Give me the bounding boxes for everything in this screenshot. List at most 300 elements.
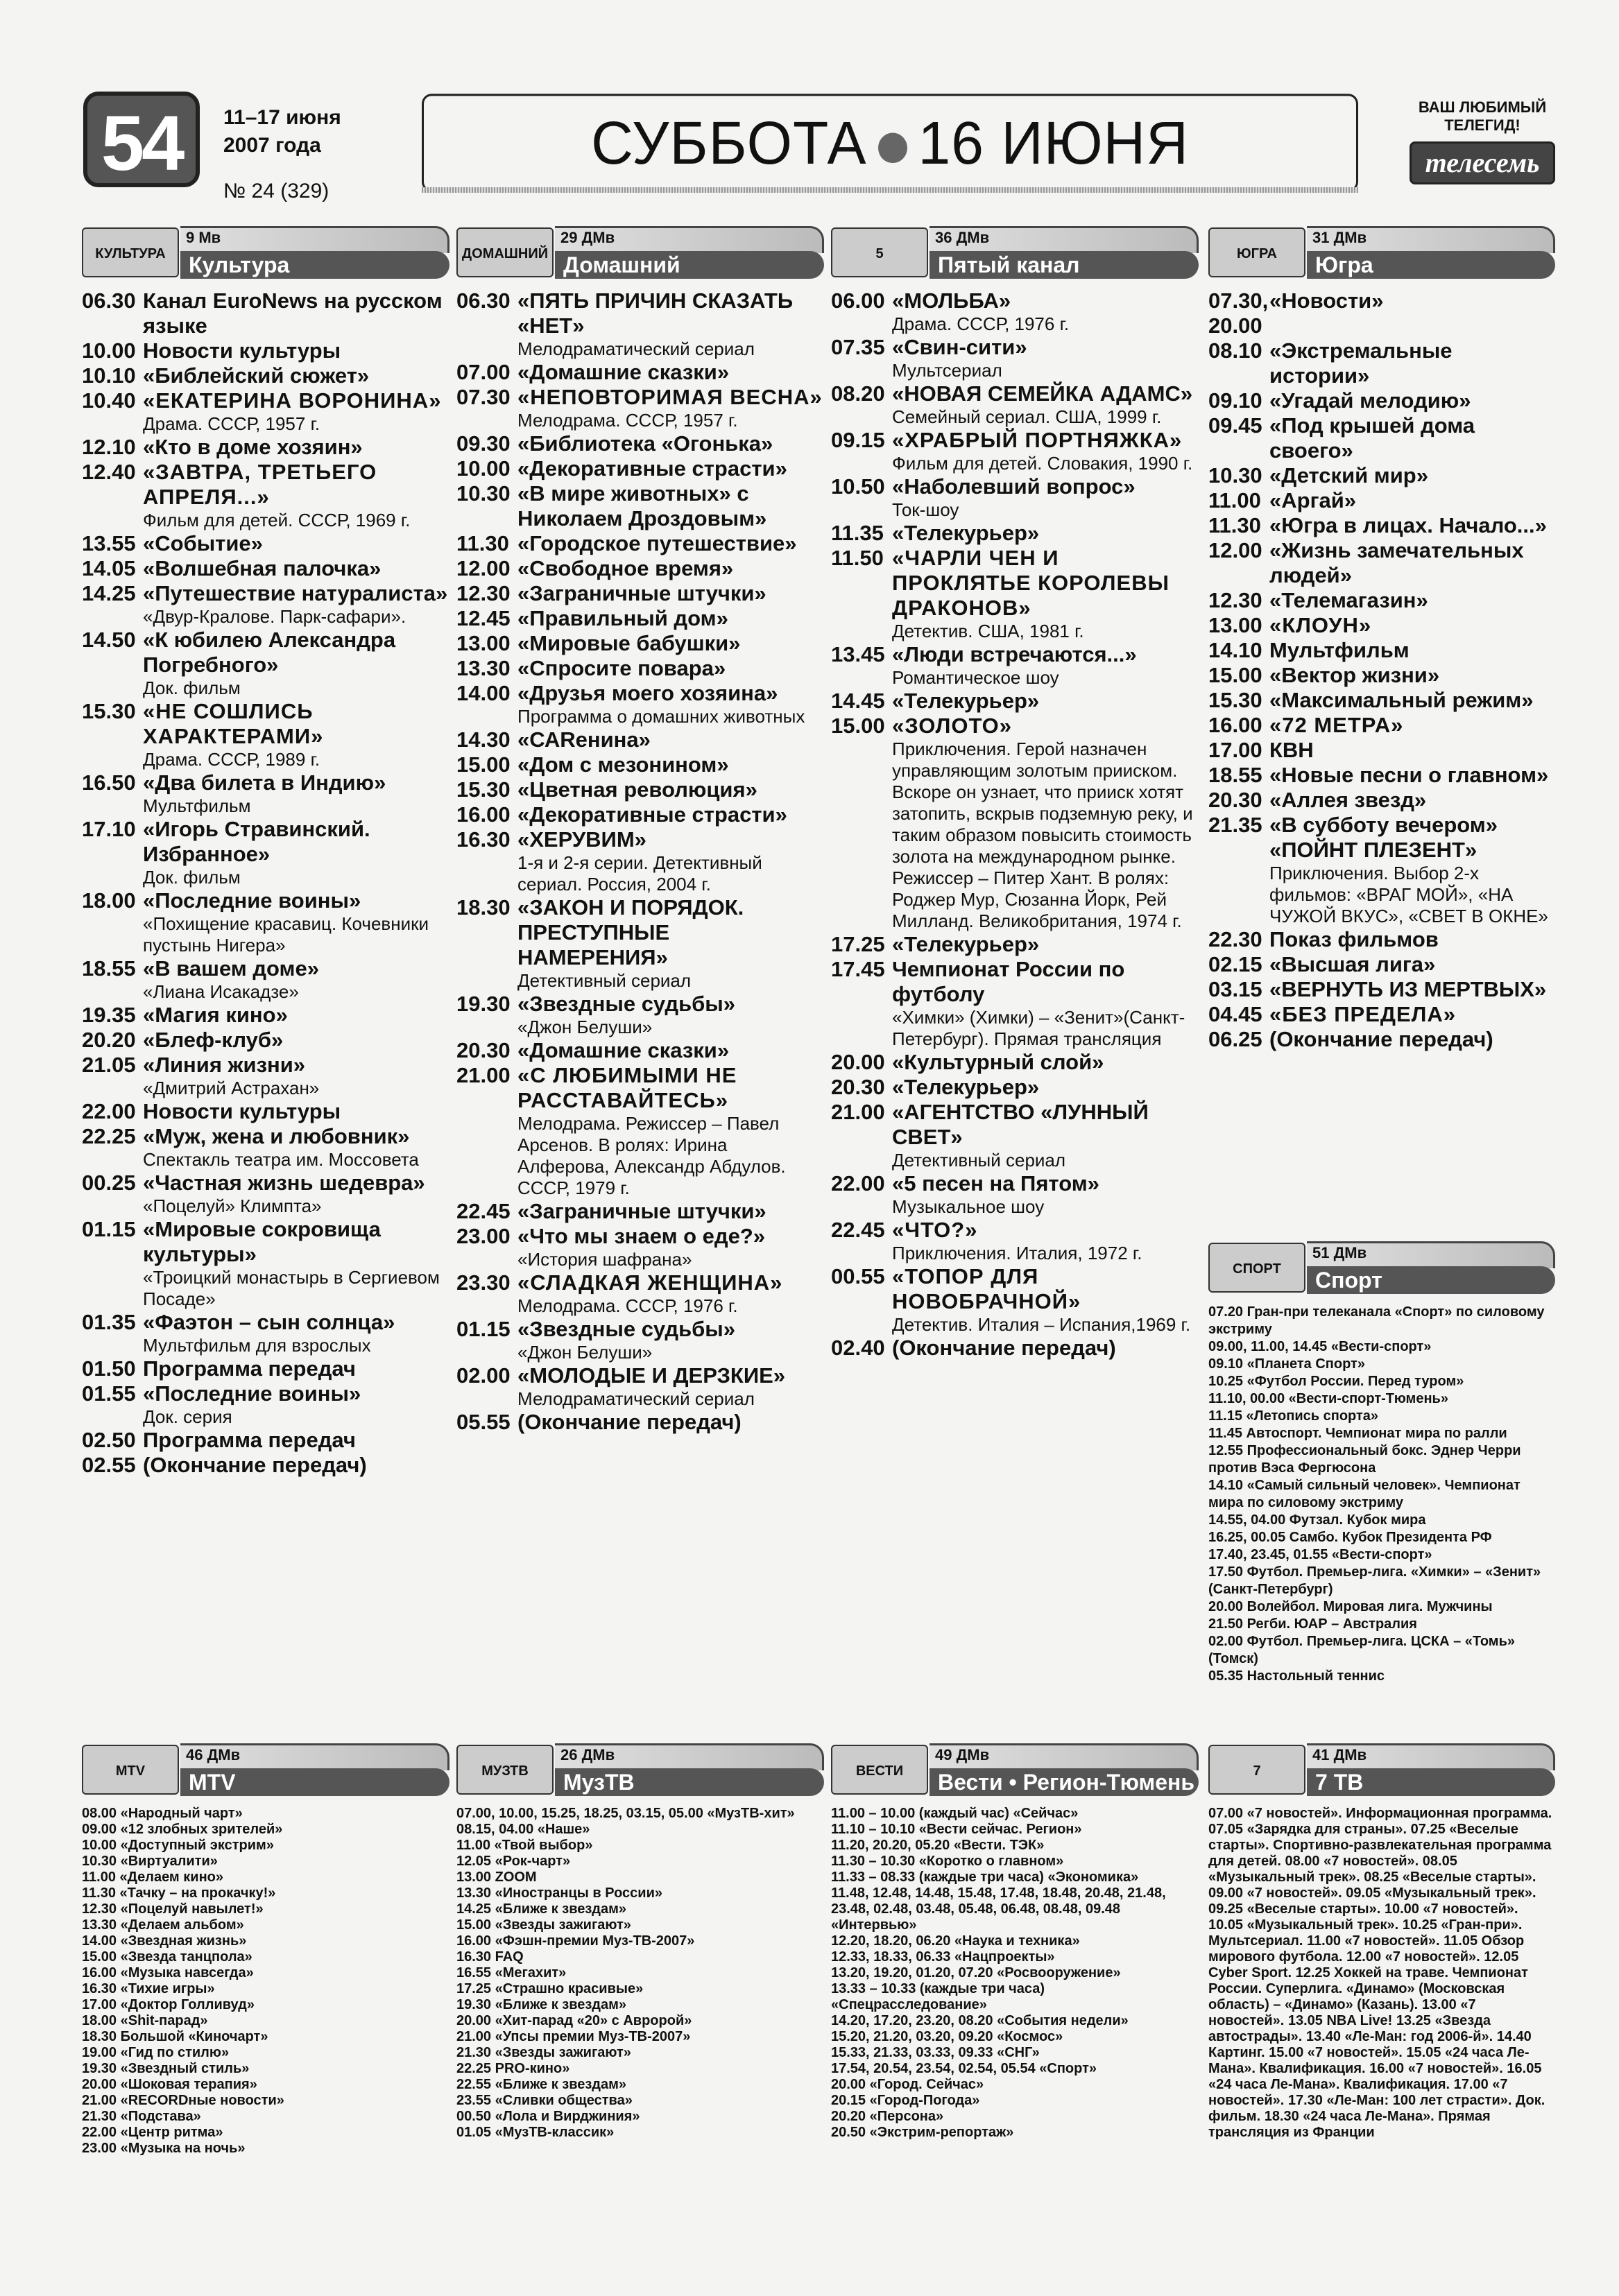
program-title: «АГЕНТСТВО «ЛУННЫЙ СВЕТ»	[892, 1100, 1149, 1149]
program-title: Мультфильм	[1269, 638, 1410, 662]
program-time: 15.00	[456, 752, 511, 777]
program-note: Детективный сериал	[517, 970, 692, 991]
channel-header	[82, 1741, 449, 1799]
program-title: «Игорь Стравинский. Избранное»	[143, 817, 370, 866]
program-item	[82, 556, 449, 581]
sport-line: 09.00, 11.00, 14.45 «Вести-спорт»	[1208, 1339, 1432, 1354]
program-title: «Дом с мезонином»	[517, 752, 729, 777]
program-title: «НЕ СОШЛИСЬ ХАРАКТЕРАМИ»	[143, 699, 324, 748]
bottom-line: 19.00 «Гид по стилю»	[82, 2045, 230, 2060]
sport-line: 21.50 Регби. ЮАР – Австралия	[1208, 1616, 1417, 1632]
channel-name: Пятый канал	[930, 251, 1199, 279]
program-note: Мультфильм	[143, 795, 251, 816]
program-title: «МОЛОДЫЕ И ДЕРЗКИЕ»	[517, 1363, 786, 1388]
program-time: 01.35	[82, 1310, 136, 1334]
program-title: «ХРАБРЫЙ ПОРТНЯЖКА»	[892, 428, 1183, 452]
channel-logo: ВЕСТИ	[831, 1745, 928, 1795]
program-time: 23.00	[456, 1224, 511, 1248]
bottom-line: 11.20, 20.20, 05.20 «Вести. ТЭК»	[831, 1838, 1045, 1853]
program-time: 21.05	[82, 1053, 136, 1077]
program-title: «Телекурьер»	[892, 1075, 1040, 1099]
channel-name: Культура	[180, 251, 449, 279]
program-item	[82, 1028, 449, 1053]
program-note: Мелодрама. СССР, 1957 г.	[517, 410, 738, 431]
program-title: «К юбилею Александра Погребного»	[143, 628, 396, 677]
program-item	[456, 581, 824, 606]
sport-line: 17.50 Футбол. Премьер-лига. «Химки» – «Зенит» (Санкт-Петербург)	[1208, 1564, 1541, 1597]
bottom-line: 11.00 «Твой выбор»	[456, 1838, 593, 1853]
program-title: «Кто в доме хозяин»	[143, 435, 363, 459]
program-item	[831, 1264, 1199, 1314]
program-time: 15.30	[456, 777, 511, 802]
program-time: 11.00	[1208, 488, 1261, 512]
program-item	[82, 817, 449, 867]
bottom-line: 15.00 «Звезда танцпола»	[82, 1949, 252, 1965]
program-title: «Мировые сокровища культуры»	[143, 1217, 381, 1266]
channel-header	[456, 1741, 824, 1799]
program-item	[831, 428, 1199, 453]
program-item	[82, 628, 449, 677]
program-title: «Спросите повара»	[517, 656, 726, 680]
program-title: «Экстремальные истории»	[1269, 338, 1453, 388]
program-item	[456, 827, 824, 852]
program-item	[1208, 488, 1555, 513]
program-item	[456, 681, 824, 706]
channel-logo: ДОМАШНИЙ	[456, 227, 554, 277]
weekday: СУББОТА	[591, 109, 867, 177]
program-note: Детективный сериал	[892, 1150, 1066, 1171]
bottom-line: 12.20, 18.20, 06.20 «Наука и техника»	[831, 1933, 1080, 1949]
program-note: Док. фильм	[143, 867, 241, 888]
bottom-line: 10.30 «Виртуалити»	[82, 1854, 218, 1869]
program-time: 11.50	[831, 546, 884, 570]
program-item	[1208, 763, 1555, 788]
bottom-line: 20.00 «Хит-парад «20» с Авророй»	[456, 2013, 692, 2028]
program-note: «Джон Белуши»	[517, 1017, 653, 1037]
program-title: «Путешествие натуралиста»	[143, 581, 448, 605]
program-time: 01.55	[82, 1381, 136, 1406]
program-time: 22.25	[82, 1124, 136, 1148]
bottom-line: 14.20, 17.20, 23.20, 08.20 «События недели»	[831, 2013, 1129, 2028]
program-list	[1208, 288, 1555, 1052]
program-title: «Декоративные страсти»	[517, 456, 787, 481]
program-item	[456, 895, 824, 970]
sport-list	[1208, 1304, 1555, 1685]
program-time: 17.00	[1208, 738, 1262, 762]
program-item	[1208, 1027, 1555, 1052]
program-title: «Библейский сюжет»	[143, 363, 370, 388]
program-time: 12.30	[456, 581, 511, 605]
program-time: 09.10	[1208, 388, 1262, 413]
program-time: 07.00	[456, 360, 511, 384]
program-time: 15.30	[82, 699, 136, 723]
bottom-line: 15.00 «Звезды зажигают»	[456, 1917, 631, 1933]
program-title: «ХЕРУВИМ»	[517, 827, 646, 852]
program-item	[456, 606, 824, 631]
program-time: 00.25	[82, 1171, 136, 1195]
program-title: «Телекурьер»	[892, 521, 1040, 545]
page-number: 54	[83, 92, 200, 187]
program-item	[831, 1100, 1199, 1150]
program-item	[831, 1171, 1199, 1196]
bottom-line: 21.00 «RECORDные новости»	[82, 2093, 284, 2108]
bottom-line: 17.25 «Страшно красивые»	[456, 1981, 644, 1996]
program-note: Семейный сериал. США, 1999 г.	[892, 406, 1162, 427]
channel-header	[82, 223, 449, 282]
program-title: «Последние воины»	[143, 1381, 361, 1406]
issue-info	[223, 104, 341, 205]
bottom-list	[1208, 1806, 1555, 2141]
program-time: 01.15	[456, 1317, 511, 1341]
sport-line: 11.15 «Летопись спорта»	[1208, 1408, 1379, 1424]
program-title: «Высшая лига»	[1269, 952, 1436, 976]
program-title: «ЗОЛОТО»	[892, 714, 1012, 738]
program-time: 18.55	[1208, 763, 1262, 787]
program-list	[456, 288, 824, 1435]
program-note: «Двур-Кралове. Парк-сафари».	[143, 606, 406, 627]
program-note: «Дмитрий Астрахан»	[143, 1078, 320, 1098]
program-title: «Последние воины»	[143, 888, 361, 913]
bottom-line: 20.50 «Экстрим-репортаж»	[831, 2125, 1014, 2140]
program-note: Приключения. Герой назначен управляющим золотым прииском. Вскоре он узнает, что прииск хотят затопить, вскрыв подземную реку, и таким образом повысить стоимость золота на международном рынке. Режиссер – Питер Хант. В ролях: Роджер Мур, Сюзанна Йорк, Рей Милланд. Великобритания, 1974 г.	[892, 739, 1193, 931]
program-time: 00.55	[831, 1264, 885, 1288]
bottom-channel	[831, 1741, 1199, 2141]
program-item	[1208, 713, 1555, 738]
program-note: Мелодрама. Режиссер – Павел Арсенов. В ролях: Ирина Алферова, Александр Абдулов. СССР, 1979 г.	[517, 1113, 786, 1198]
program-item	[82, 363, 449, 388]
channel-name: 7 ТВ	[1307, 1768, 1555, 1796]
program-title: «Что мы знаем о еде?»	[517, 1224, 765, 1248]
channel-frequency: 41 ДМв	[1312, 1746, 1367, 1763]
program-item	[1208, 688, 1555, 713]
program-title: «ЕКАТЕРИНА ВОРОНИНА»	[143, 388, 442, 413]
program-time: 08.20	[831, 381, 885, 406]
program-item	[831, 381, 1199, 406]
program-title: «Югра в лицах. Начало...»	[1269, 513, 1547, 537]
program-title: «Домашние сказки»	[517, 1038, 730, 1062]
channel-frequency: 49 ДМв	[935, 1746, 990, 1763]
program-title: «Магия кино»	[143, 1003, 288, 1027]
bottom-line: 11.33 – 08.33 (каждые три часа) «Экономика»	[831, 1870, 1139, 1885]
program-title: «Цветная революция»	[517, 777, 757, 802]
program-item	[1208, 1002, 1555, 1027]
program-title: «Муж, жена и любовник»	[143, 1124, 410, 1148]
bottom-channel	[82, 1741, 449, 2157]
program-note: Фильм для детей. Словакия, 1990 г.	[892, 453, 1193, 474]
channel-name: Вести • Регион-Тюмень	[930, 1768, 1199, 1796]
program-item	[831, 714, 1199, 739]
channel-column	[831, 223, 1199, 1361]
program-title: «В субботу вечером» «ПОЙНТ ПЛЕЗЕНТ»	[1269, 813, 1498, 862]
program-title: «Свин-сити»	[892, 335, 1027, 359]
program-item	[456, 481, 824, 531]
program-item	[1208, 738, 1555, 763]
program-item	[456, 1063, 824, 1113]
program-time: 03.15	[1208, 977, 1262, 1001]
program-time: 12.10	[82, 435, 136, 459]
program-title: «Событие»	[143, 531, 263, 555]
program-item	[82, 1124, 449, 1149]
program-title: Новости культуры	[143, 1099, 341, 1123]
program-title: «Новые песни о главном»	[1269, 763, 1549, 787]
bottom-line: 18.00 «Shit-парад»	[82, 2013, 208, 2028]
program-time: 23.30	[456, 1270, 511, 1295]
program-time: 22.00	[82, 1099, 136, 1123]
program-note: Детектив. США, 1981 г.	[892, 621, 1084, 641]
program-item	[82, 1171, 449, 1196]
bottom-line: 16.00 «Фэшн-премии Муз-ТВ-2007»	[456, 1933, 695, 1949]
bottom-line: 22.25 PRO-кино»	[456, 2061, 570, 2076]
bottom-line: 13.30 «Делаем альбом»	[82, 1917, 244, 1933]
bottom-line: 11.48, 12.48, 14.48, 15.48, 17.48, 18.48, 20.48, 21.48, 23.48, 02.48, 03.48, 05.48, 06.48, 08.48, 09.48 «Интервью»	[831, 1885, 1166, 1933]
bottom-line: 21.30 «Подстава»	[82, 2109, 201, 2124]
program-item	[456, 802, 824, 827]
program-time: 10.40	[82, 388, 136, 413]
program-title: «ВЕРНУТЬ ИЗ МЕРТВЫХ»	[1269, 977, 1547, 1001]
program-time: 04.45	[1208, 1002, 1262, 1026]
program-title: КВН	[1269, 738, 1314, 762]
program-item	[1208, 513, 1555, 538]
program-note: Мелодрама. СССР, 1976 г.	[517, 1295, 738, 1316]
program-time: 12.30	[1208, 588, 1262, 612]
program-time: 20.20	[82, 1028, 136, 1052]
day-title	[422, 94, 1358, 191]
channel-frequency: 26 ДМв	[560, 1746, 615, 1763]
program-item	[1208, 788, 1555, 813]
program-time: 13.55	[82, 531, 136, 555]
program-time: 12.45	[456, 606, 511, 630]
program-item	[456, 431, 824, 456]
program-title: «Фаэтон – сын солнца»	[143, 1310, 395, 1334]
program-time: 10.30	[1208, 463, 1262, 487]
program-item	[82, 1310, 449, 1335]
channel-logo: КУЛЬТУРА	[82, 227, 179, 277]
bottom-channel	[456, 1741, 824, 2141]
channel-frequency: 9 Мв	[186, 229, 221, 246]
program-title: «ЧАРЛИ ЧЕН И ПРОКЛЯТЬЕ КОРОЛЕВЫ ДРАКОНОВ»	[892, 546, 1170, 620]
program-title: «ЗАВТРА, ТРЕТЬЕГО АПРЕЛЯ...»	[143, 460, 377, 509]
bottom-line: 11.00 «Делаем кино»	[82, 1870, 224, 1885]
bottom-line: 19.30 «Ближе к звездам»	[456, 1997, 627, 2012]
program-time: 17.10	[82, 817, 136, 841]
program-item	[831, 1336, 1199, 1361]
program-item	[82, 460, 449, 510]
program-item	[831, 474, 1199, 499]
program-time: 14.00	[456, 681, 511, 705]
issue-number: № 24 (329)	[223, 180, 329, 202]
program-time: 20.30	[1208, 788, 1262, 812]
program-time: 14.50	[82, 628, 136, 652]
bottom-line: 23.00 «Музыка на ночь»	[82, 2141, 246, 2156]
program-title: «Новости»	[1269, 288, 1384, 313]
bottom-line: 11.00 – 10.00 (каждый час) «Сейчас»	[831, 1806, 1079, 1821]
bottom-line: 09.00 «12 злобных зрителей»	[82, 1822, 283, 1837]
program-time: 13.45	[831, 642, 885, 666]
bottom-line: 20.15 «Город-Погода»	[831, 2093, 980, 2108]
channel-logo: СПОРТ	[1208, 1243, 1305, 1293]
bottom-list	[82, 1806, 449, 2157]
sport-line: 02.00 Футбол. Премьер-лига. ЦСКА – «Томь» (Томск)	[1208, 1634, 1516, 1666]
bottom-line: 13.33 – 10.33 (каждые три часа) «Спецрасследование»	[831, 1981, 1045, 2012]
channel-name: MTV	[180, 1768, 449, 1796]
program-time: 20.30	[456, 1038, 511, 1062]
program-time: 20.00	[831, 1050, 885, 1074]
program-title: Показ фильмов	[1269, 927, 1439, 951]
program-time: 13.30	[456, 656, 511, 680]
sport-line: 14.10 «Самый сильный человек». Чемпионат мира по силовому экстриму	[1208, 1478, 1521, 1510]
channel-frequency: 29 ДМв	[560, 229, 615, 246]
program-time: 17.45	[831, 957, 885, 981]
program-title: «Телекурьер»	[892, 932, 1040, 956]
program-item	[1208, 338, 1555, 388]
program-item	[82, 770, 449, 795]
program-title: «Правильный дом»	[517, 606, 728, 630]
program-time: 10.00	[456, 456, 511, 481]
program-item	[831, 1075, 1199, 1100]
program-item	[82, 338, 449, 363]
program-item	[831, 288, 1199, 313]
program-time: 10.10	[82, 363, 136, 388]
program-time: 14.10	[1208, 638, 1262, 662]
bottom-list	[831, 1806, 1199, 2141]
program-title: «Люди встречаются...»	[892, 642, 1137, 666]
program-title: Новости культуры	[143, 338, 341, 363]
program-title: «ПЯТЬ ПРИЧИН СКАЗАТЬ «НЕТ»	[517, 288, 794, 338]
program-title: «Вектор жизни»	[1269, 663, 1440, 687]
program-title: «Под крышей дома своего»	[1269, 413, 1475, 463]
program-time: 18.00	[82, 888, 136, 913]
program-time: 22.30	[1208, 927, 1262, 951]
channel-frequency: 36 ДМв	[935, 229, 990, 246]
program-time: 02.00	[456, 1363, 511, 1388]
program-item	[456, 1224, 824, 1249]
program-item	[456, 1270, 824, 1295]
program-item	[456, 531, 824, 556]
bottom-list	[456, 1806, 824, 2141]
program-title: «В мире животных» с Николаем Дроздовым»	[517, 481, 767, 530]
bottom-line: 00.50 «Лола и Вирджиния»	[456, 2109, 640, 2124]
program-title: «Волшебная палочка»	[143, 556, 382, 580]
bottom-line: 21.30 «Звезды зажигают»	[456, 2045, 631, 2060]
program-item	[456, 556, 824, 581]
program-item	[82, 581, 449, 606]
program-title: «Городское путешествие»	[517, 531, 797, 555]
channel-column	[1208, 223, 1555, 1052]
program-item	[456, 752, 824, 777]
program-item	[82, 1381, 449, 1406]
program-title: (Окончание передач)	[143, 1453, 367, 1477]
program-title: «Аллея звезд»	[1269, 788, 1427, 812]
program-time: 14.05	[82, 556, 136, 580]
program-item	[831, 335, 1199, 360]
program-note: Фильм для детей. СССР, 1969 г.	[143, 510, 411, 530]
program-title: «Максимальный режим»	[1269, 688, 1534, 712]
program-note: Программа о домашних животных	[517, 706, 805, 727]
program-time: 02.15	[1208, 952, 1262, 976]
bottom-line: 17.00 «Доктор Голливуд»	[82, 1997, 255, 2012]
program-title: «Наболевший вопрос»	[892, 474, 1136, 499]
program-title: «Друзья моего хозяина»	[517, 681, 778, 705]
program-title: «С ЛЮБИМЫМИ НЕ РАССТАВАЙТЕСЬ»	[517, 1063, 737, 1112]
channel-header	[1208, 223, 1555, 282]
program-item	[82, 388, 449, 413]
bottom-line: 14.25 «Ближе к звездам»	[456, 1901, 627, 1917]
program-item	[82, 699, 449, 749]
program-item	[82, 531, 449, 556]
program-time: 15.00	[831, 714, 885, 738]
channel-name: Югра	[1307, 251, 1555, 279]
bottom-line: 18.30 Большой «Киночарт»	[82, 2029, 268, 2044]
program-time: 13.00	[456, 631, 511, 655]
program-title: «Два билета в Индию»	[143, 770, 386, 795]
program-title: «Телемагазин»	[1269, 588, 1428, 612]
program-note: Ток-шоу	[892, 499, 959, 520]
program-title: «КЛОУН»	[1269, 613, 1372, 637]
program-item	[1208, 813, 1555, 863]
program-item	[831, 957, 1199, 1007]
program-item	[82, 1053, 449, 1078]
bottom-line: 13.00 ZOOM	[456, 1870, 537, 1885]
program-note: «Похищение красавиц. Кочевники пустынь Нигера»	[143, 913, 429, 956]
program-item	[1208, 388, 1555, 413]
program-title: «Звездные судьбы»	[517, 1317, 735, 1341]
program-item	[82, 288, 449, 338]
program-item	[82, 1217, 449, 1267]
program-item	[456, 288, 824, 338]
program-title: «Заграничные штучки»	[517, 581, 766, 605]
sport-line: 12.55 Профессиональный бокс. Эднер Черри против Вэса Фергюсона	[1208, 1443, 1521, 1476]
bottom-line: 16.30 «Тихие игры»	[82, 1981, 215, 1996]
bottom-channel	[1208, 1741, 1555, 2141]
bottom-line: 22.55 «Ближе к звездам»	[456, 2077, 627, 2092]
bottom-line: 15.20, 21.20, 03.20, 09.20 «Космос»	[831, 2029, 1063, 2044]
sport-line: 05.35 Настольный теннис	[1208, 1668, 1385, 1684]
program-item	[456, 777, 824, 802]
sport-line: 11.10, 00.00 «Вести-спорт-Тюмень»	[1208, 1391, 1448, 1406]
program-title: «Угадай мелодию»	[1269, 388, 1471, 413]
bottom-line: 22.00 «Центр ритма»	[82, 2125, 223, 2140]
program-time: 07.35	[831, 335, 885, 359]
program-time: 06.25	[1208, 1027, 1262, 1051]
channel-header	[1208, 1741, 1555, 1799]
program-title: «5 песен на Пятом»	[892, 1171, 1099, 1196]
program-item	[1208, 663, 1555, 688]
program-time: 01.15	[82, 1217, 136, 1241]
program-item	[82, 1003, 449, 1028]
program-list	[82, 288, 449, 1478]
program-item	[82, 435, 449, 460]
channel-header	[456, 223, 824, 282]
header-rule	[422, 187, 1358, 193]
program-title: Канал EuroNews на русском языке	[143, 288, 443, 338]
program-note: «Химки» (Химки) – «Зенит»(Санкт-Петербург). Прямая трансляция	[892, 1007, 1185, 1049]
program-title: «Заграничные штучки»	[517, 1199, 766, 1223]
program-note: Спектакль театра им. Моссовета	[143, 1149, 419, 1170]
program-note: Музыкальное шоу	[892, 1196, 1045, 1217]
bottom-line: 14.00 «Звездная жизнь»	[82, 1933, 247, 1949]
program-title: «В вашем доме»	[143, 956, 319, 981]
program-item	[456, 360, 824, 385]
bottom-line: 16.00 «Музыка навсегда»	[82, 1965, 254, 1980]
program-item	[1208, 613, 1555, 638]
program-note: 1-я и 2-я серии. Детективный сериал. Россия, 2004 г.	[517, 852, 762, 895]
bottom-line: 11.30 «Тачку – на прокачку!»	[82, 1885, 276, 1901]
program-item	[831, 932, 1199, 957]
program-time: 02.40	[831, 1336, 885, 1360]
program-note: «Поцелуй» Климпта»	[143, 1196, 322, 1216]
program-item	[831, 521, 1199, 546]
bottom-line: 17.54, 20.54, 23.54, 02.54, 05.54 «Спорт»	[831, 2061, 1097, 2076]
